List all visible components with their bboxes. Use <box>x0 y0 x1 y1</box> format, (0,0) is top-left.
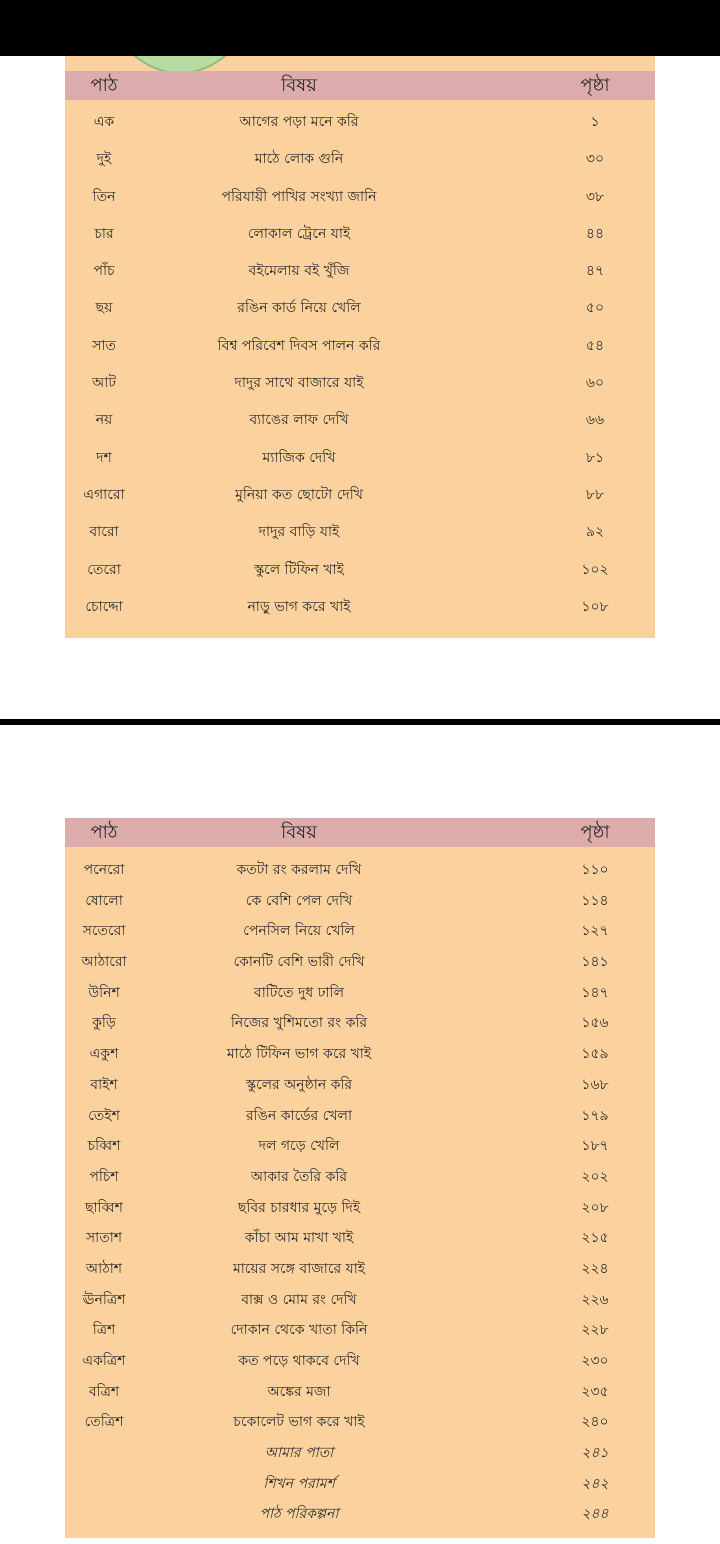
lesson-number: বাইশ <box>90 1076 118 1093</box>
lesson-number: ছাব্বিশ <box>85 1199 123 1216</box>
table-row <box>65 1315 655 1346</box>
table-row <box>65 1499 655 1530</box>
page-number: ৫৪ <box>585 337 605 354</box>
lesson-number: ছয় <box>95 300 113 317</box>
table-row <box>65 552 655 589</box>
lesson-number: একুশ <box>89 1046 119 1063</box>
page-number: ৪৭ <box>585 263 605 280</box>
lesson-topic: কোনটি বেশি ভারী দেখি <box>233 954 365 971</box>
table-row <box>65 104 655 141</box>
lesson-topic: স্কুলের অনুষ্ঠান করি <box>245 1076 353 1093</box>
lesson-number: ষোলো <box>85 892 123 909</box>
lesson-number: কুড়ি <box>92 1015 116 1032</box>
page-number: ৬০ <box>585 375 605 392</box>
header-page: পৃষ্ঠা <box>580 822 610 843</box>
appendix-topic: শিখন পরামর্শ <box>263 1475 335 1492</box>
page-number: ১৫৯ <box>581 1046 609 1063</box>
table-row <box>65 978 655 1009</box>
table-row <box>65 1469 655 1500</box>
lesson-number: পচিশ <box>89 1168 119 1185</box>
lesson-topic: কে বেশি পেল দেখি <box>245 892 353 909</box>
lesson-topic: দল গড়ে খেলি <box>258 1138 340 1155</box>
lesson-number: চার <box>94 225 114 242</box>
table-row <box>65 589 655 626</box>
appendix-topic: আমার পাতা <box>264 1445 334 1462</box>
lesson-topic: কতটা রং করলাম দেখি <box>236 862 362 878</box>
page-number: ২৪২ <box>581 1475 609 1492</box>
lesson-topic: স্কুলে টিফিন খাই <box>254 561 344 578</box>
lesson-number: সতেরো <box>82 923 126 940</box>
page-number: ২১৫ <box>581 1230 609 1247</box>
lesson-number: বারো <box>89 524 119 541</box>
table-row <box>65 1193 655 1224</box>
lesson-topic: মায়ের সঙ্গে বাজারে যাই <box>232 1260 366 1277</box>
lesson-number: পনেরো <box>83 862 125 878</box>
table-row <box>65 886 655 917</box>
lesson-number: এগারো <box>83 486 125 503</box>
page-number: ৪৪ <box>585 225 605 242</box>
lesson-topic: মাঠে লোক গুনি <box>254 151 344 168</box>
lesson-number: আঠারো <box>81 954 127 971</box>
page-number: ২৪১ <box>581 1445 609 1462</box>
lesson-topic: মাঠে টিফিন ভাগ করে খাই <box>226 1046 372 1063</box>
page-number: ১০৮ <box>581 598 609 615</box>
table-row <box>65 1346 655 1377</box>
lesson-topic: বইমেলায় বই খুঁজি <box>248 263 350 280</box>
page-number: ১২৭ <box>581 923 609 940</box>
page-number: ১৮৭ <box>581 1138 609 1155</box>
page-number: ১ <box>590 114 600 130</box>
table-row <box>65 477 655 514</box>
page-number: ৯২ <box>585 524 605 541</box>
lesson-topic: রঙিন কার্ডের খেলা <box>245 1107 353 1124</box>
table-row <box>65 1008 655 1039</box>
table-row <box>65 328 655 365</box>
page-number: ২২৬ <box>581 1291 609 1308</box>
lesson-number: তেত্রিশ <box>84 1414 124 1431</box>
lesson-topic: কত পড়ে থাকবে দেখি <box>238 1353 360 1369</box>
page-number: ৬৬ <box>585 412 605 429</box>
page-number: ২৪৪ <box>581 1506 609 1523</box>
appendix-topic: পাঠ পরিকল্পনা <box>259 1506 339 1523</box>
lesson-number: সাত <box>92 337 116 354</box>
header-lesson: পাঠ <box>90 822 118 843</box>
header-page: পৃষ্ঠা <box>580 75 610 96</box>
lesson-number: আট <box>92 375 116 392</box>
page-number: ১৪১ <box>581 954 609 971</box>
table-row <box>65 179 655 216</box>
lesson-number: তেইশ <box>88 1107 120 1124</box>
lesson-topic: দোকান থেকে খাতা কিনি <box>230 1322 368 1339</box>
table-row <box>65 1162 655 1193</box>
lesson-topic: পেনসিল নিয়ে খেলি <box>243 923 355 940</box>
lesson-number: চব্বিশ <box>87 1138 121 1155</box>
lesson-topic: রঙিন কার্ড নিয়ে খেলি <box>237 300 361 317</box>
lesson-topic: ব্যাঙের লাফ দেখি <box>249 412 349 429</box>
page-number: ৫০ <box>585 300 605 317</box>
page-number: ২২৪ <box>581 1260 609 1277</box>
table-row <box>65 1407 655 1438</box>
lesson-topic: ম্যাজিক দেখি <box>262 449 336 466</box>
page-number: ২০৮ <box>581 1199 609 1216</box>
lesson-number: নয় <box>95 412 113 429</box>
table-row <box>65 402 655 439</box>
lesson-topic: চকোলেট ভাগ করে খাই <box>233 1414 365 1431</box>
lesson-number: তিন <box>92 188 116 205</box>
lesson-topic: আকার তৈরি করি <box>250 1168 348 1185</box>
table-row <box>65 1223 655 1254</box>
table-row <box>65 365 655 402</box>
table-body-2 <box>65 855 655 1530</box>
lesson-topic: লোকাল ট্রেনে যাই <box>247 225 351 242</box>
table-header-1 <box>65 71 655 100</box>
lesson-topic: মুনিয়া কত ছোটো দেখি <box>235 486 363 503</box>
table-row <box>65 1377 655 1408</box>
lesson-number: ঊনত্রিশ <box>82 1291 126 1308</box>
lesson-topic: আগের পড়া মনে করি <box>239 114 359 130</box>
page-number: ১৫৬ <box>581 1015 609 1032</box>
lesson-number: এক <box>93 114 115 130</box>
page-number: ১৪৭ <box>581 984 609 1001</box>
lesson-topic: নিজের খুশিমতো রং করি <box>230 1015 368 1032</box>
page-divider <box>0 719 720 725</box>
lesson-number: দুই <box>96 151 112 168</box>
lesson-number: পাঁচ <box>93 263 115 280</box>
lesson-topic: দাদুর বাড়ি যাই <box>258 524 340 541</box>
page-number: ১৬৮ <box>581 1076 609 1093</box>
header-topic: বিষয় <box>281 75 317 96</box>
page-number: ৩০ <box>585 151 605 168</box>
lesson-number: ত্রিশ <box>92 1322 116 1339</box>
table-body-1 <box>65 104 655 626</box>
table-row <box>65 1070 655 1101</box>
lesson-topic: দাদুর সাথে বাজারে যাই <box>234 375 364 392</box>
table-row <box>65 1131 655 1162</box>
lesson-number: দশ <box>96 449 112 466</box>
lesson-number: চোদ্দো <box>85 598 123 615</box>
page-number: ৮১ <box>585 449 605 466</box>
table-row <box>65 141 655 178</box>
table-row <box>65 1285 655 1316</box>
lesson-topic: বাক্স ও মোম রং দেখি <box>241 1291 357 1308</box>
lesson-topic: নাড়ু ভাগ করে খাই <box>247 598 351 615</box>
page-number: ২৪০ <box>581 1414 609 1431</box>
page-number: ২৩৫ <box>581 1383 609 1400</box>
lesson-number: তেরো <box>87 561 121 578</box>
table-row <box>65 253 655 290</box>
lesson-topic: বিশ্ব পরিবেশ দিবস পালন করি <box>217 337 381 354</box>
lesson-number: সাতাশ <box>85 1230 123 1247</box>
table-header-2 <box>65 818 655 847</box>
table-row <box>65 1101 655 1132</box>
lesson-topic: বাটিতে দুধ ঢালি <box>253 984 345 1001</box>
page-number: ১১০ <box>581 862 609 878</box>
table-row <box>65 916 655 947</box>
lesson-number: একত্রিশ <box>82 1353 126 1369</box>
page-number: ২০২ <box>581 1168 609 1185</box>
lesson-topic: কাঁচা আম মাখা খাই <box>244 1230 354 1247</box>
page-number: ১৭৯ <box>581 1107 609 1124</box>
header-lesson: পাঠ <box>90 75 118 96</box>
page-number: ১১৪ <box>581 892 609 909</box>
page-number: ৮৮ <box>585 486 605 503</box>
header-topic: বিষয় <box>281 822 317 843</box>
table-row <box>65 514 655 551</box>
table-row <box>65 216 655 253</box>
table-row <box>65 440 655 477</box>
lesson-number: উনিশ <box>88 984 120 1001</box>
table-row <box>65 290 655 327</box>
lesson-number: আঠাশ <box>85 1260 123 1277</box>
top-black-bar <box>0 0 720 56</box>
page-number: ২৩০ <box>581 1353 609 1369</box>
table-row <box>65 947 655 978</box>
lesson-topic: পরিযায়ী পাখির সংখ্যা জানি <box>221 188 377 205</box>
table-row <box>65 1438 655 1469</box>
lesson-number: বত্রিশ <box>88 1383 120 1400</box>
table-row <box>65 1039 655 1070</box>
table-row <box>65 855 655 886</box>
page-number: ২২৮ <box>581 1322 609 1339</box>
table-row <box>65 1254 655 1285</box>
lesson-topic: অঙ্কের মজা <box>267 1383 331 1400</box>
page-number: ১০২ <box>581 561 609 578</box>
lesson-topic: ছবির চারধার মুড়ে দিই <box>237 1199 361 1216</box>
page-number: ৩৮ <box>585 188 605 205</box>
